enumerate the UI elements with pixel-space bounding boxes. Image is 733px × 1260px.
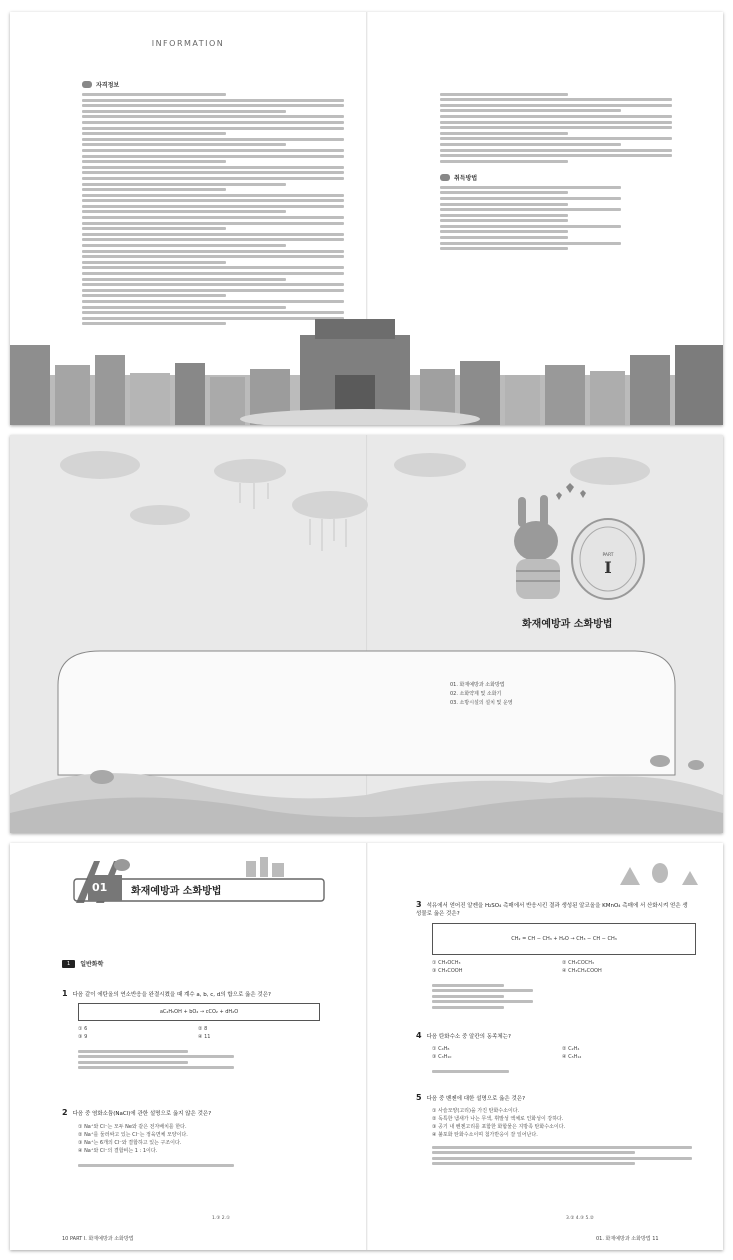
toc-item[interactable]: 02. 소화약제 및 소화기 [450, 691, 502, 697]
q1-solution [78, 1047, 278, 1072]
info-header: INFORMATION [151, 39, 225, 48]
option[interactable]: ④ CH₃CH₂COOH [562, 968, 602, 974]
right-text-lines-top [440, 93, 672, 163]
footer-left: 10 PART Ⅰ. 화재예방과 소화방법 [62, 1236, 134, 1242]
equation-box: aC₂H₅OH + bO₂ → cCO₂ + dH₂O [78, 1003, 320, 1021]
right-info-column [440, 90, 672, 253]
option[interactable]: ③ Na⁺는 6개의 Cl⁻와 결합하고 있는 구조이다. [78, 1140, 182, 1146]
question-number: 1 [62, 989, 68, 998]
city-illustration [10, 305, 723, 425]
q1-options [78, 1025, 318, 1041]
question-text: 다음 같이 에탄올의 연소반응을 완결시켰을 때 계수 a, b, c, d의 합으로 옳은 것은? [72, 992, 271, 998]
option[interactable]: ③ 공기 내 벤젠고리를 포함한 화합물은 지방족 탄화수소이다. [432, 1124, 566, 1130]
option[interactable]: ① C₄H₈ [432, 1046, 450, 1052]
q3-solution [432, 981, 562, 1012]
question-2 [62, 1108, 342, 1117]
option[interactable]: ② Na⁺를 둘러싸고 있는 Cl⁻는 정육면체 모양이다. [78, 1132, 188, 1138]
part-divider-spread [10, 435, 723, 833]
option[interactable]: ③ CH₃COOH [432, 968, 463, 974]
question-3 [416, 901, 692, 918]
question-text: 다음 탄화수소 중 알칸의 동족체는? [426, 1034, 511, 1040]
part-title: 화재예방과 소화방법 [522, 619, 613, 630]
info-spread [10, 12, 723, 425]
part-toc [450, 681, 513, 708]
option[interactable]: ④ Na⁺와 Cl⁻의 결합비는 1 : 1이다. [78, 1148, 158, 1154]
equation-box: CH₂ = CH − CH₃ + H₂O → CH₃ − CH − CH₃ [432, 923, 696, 955]
section-badge: 1 [62, 960, 75, 968]
section-heading [62, 959, 103, 968]
question-spread [10, 843, 723, 1250]
toc-item[interactable]: 01. 화재예방과 소화방법 [450, 682, 505, 688]
info-section-icon [82, 81, 92, 88]
right-text-lines-bottom [440, 186, 672, 251]
q4-solution [432, 1067, 572, 1075]
chapter-number: 01 [92, 881, 108, 894]
option[interactable]: ① Na⁺와 Cl⁻는 모두 Ne와 같은 전자배치를 한다. [78, 1124, 187, 1130]
answers-right: 3.② 4.③ 5.② [566, 1216, 594, 1221]
toc-item[interactable]: 03. 소방시설의 설치 및 운영 [450, 700, 513, 706]
answers-left: 1.③ 2.① [212, 1216, 231, 1221]
left-text-lines [82, 93, 344, 325]
option[interactable]: ④ 불포화 탄화수소이며 첨가반응이 잘 일어난다. [432, 1132, 538, 1138]
part-numeral: I [604, 558, 612, 577]
part-badge [590, 553, 626, 577]
content-panel [10, 645, 723, 833]
left-info-column [82, 80, 344, 328]
question-number: 3 [416, 900, 422, 909]
question-number: 2 [62, 1108, 68, 1117]
option[interactable]: ② 8 [198, 1026, 208, 1032]
section-label: 일반화학 [80, 961, 104, 968]
option[interactable]: ② 독특한 냄새가 나는 무색, 휘발성 액체로 인화성이 강하다. [432, 1116, 564, 1122]
option[interactable]: ③ 9 [78, 1034, 88, 1040]
q5-solution [432, 1143, 692, 1168]
right-section-title: 취득방법 [454, 174, 478, 182]
q3-options [432, 959, 692, 975]
question-text: 석유에서 얻어진 알켄을 H₂SO₄ 촉매에서 반응시킨 결과 생성된 알코올을 KMnO₄ 촉매에 서 산화시켜 얻은 생성물로 옳은 것은? [416, 903, 688, 917]
option[interactable]: ① CH₃OCH₃ [432, 960, 461, 966]
question-text: 다음 중 염화소듐(NaCl)에 관한 설명으로 옳지 않은 것은? [72, 1111, 212, 1117]
chapter-header-art [66, 853, 336, 905]
option[interactable]: ① 6 [78, 1026, 88, 1032]
mascot-illustration [476, 481, 676, 631]
q2-solution [78, 1161, 278, 1169]
q2-options [78, 1123, 338, 1155]
option[interactable]: ④ C₅H₁₂ [562, 1054, 582, 1060]
chapter-title: 화재예방과 소화방법 [131, 886, 222, 897]
option[interactable]: ③ C₃H₁₀ [432, 1054, 452, 1060]
option[interactable]: ① 사슬모양(고리)을 가진 탄화수소이다. [432, 1108, 520, 1114]
option[interactable]: ② C₂H₄ [562, 1046, 580, 1052]
option[interactable]: ② CH₃COCH₃ [562, 960, 595, 966]
question-number: 5 [416, 1093, 422, 1102]
method-section-icon [440, 174, 450, 181]
question-5 [416, 1093, 692, 1102]
question-4 [416, 1031, 692, 1040]
q4-options [432, 1045, 692, 1061]
part-label: PART [602, 553, 614, 558]
question-1 [62, 989, 342, 998]
right-header-art [610, 851, 710, 887]
question-number: 4 [416, 1031, 422, 1040]
q5-options [432, 1107, 702, 1139]
left-section-title: 자격정보 [96, 82, 120, 89]
question-text: 다음 중 벤젠에 대한 설명으로 옳은 것은? [426, 1096, 525, 1102]
option[interactable]: ④ 11 [198, 1034, 211, 1040]
footer-right: 01. 화재예방과 소화방법 11 [596, 1236, 659, 1242]
